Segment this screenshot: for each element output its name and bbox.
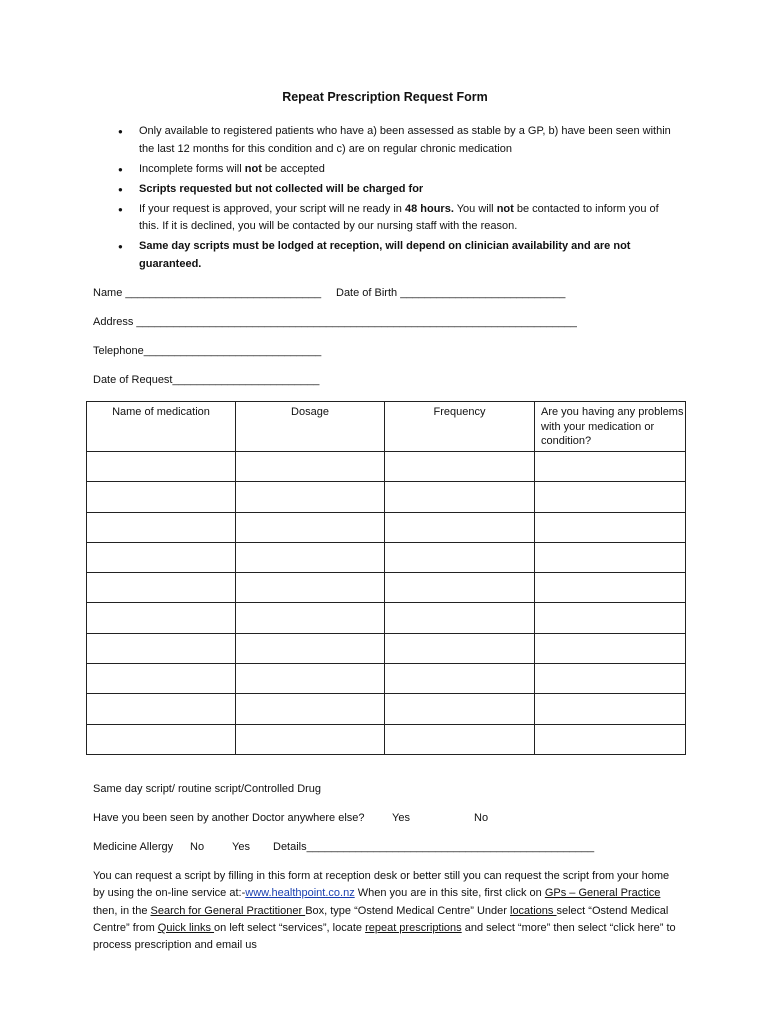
instruction-text: then, in the xyxy=(93,904,151,917)
table-row xyxy=(87,603,686,633)
instruction-text: When you are in this site, first click on xyxy=(354,887,545,900)
healthpoint-link[interactable]: www.healthpoint.co.nz xyxy=(245,887,355,900)
address-field[interactable]: Address ________________________________________________________________________ xyxy=(93,316,577,328)
seen-elsewhere-question: Have you been seen by another Doctor anywhere else? xyxy=(93,812,365,824)
table-cell[interactable] xyxy=(236,542,385,572)
instruction-text: and select “more” then select “click here” to process prescription and email us xyxy=(93,921,676,952)
column-header-dosage: Dosage xyxy=(236,402,385,452)
table-row xyxy=(87,724,686,754)
instruction-text: Box, type “Ostend Medical Centre” Under xyxy=(305,904,510,917)
table-cell[interactable] xyxy=(385,512,535,542)
table-cell[interactable] xyxy=(87,573,236,603)
table-cell[interactable] xyxy=(385,603,535,633)
table-row xyxy=(87,542,686,572)
seen-elsewhere-yes-option[interactable]: Yes xyxy=(392,812,410,824)
table-row xyxy=(87,573,686,603)
table-cell[interactable] xyxy=(535,664,686,694)
table-cell[interactable] xyxy=(535,603,686,633)
medicine-allergy-label: Medicine Allergy xyxy=(93,841,174,853)
table-cell[interactable] xyxy=(87,482,236,512)
instruction-charges xyxy=(118,181,678,199)
instruction-text: You can request a script by filling in this form at reception desk or better still you can request the script from your home by using the on-line service at:- xyxy=(93,870,670,900)
table-cell[interactable] xyxy=(236,633,385,663)
date-of-request-field[interactable]: Date of Request________________________ xyxy=(93,374,320,386)
table-row xyxy=(87,664,686,694)
instruction-text: If your request is approved, your script will ne ready in xyxy=(139,202,405,215)
instruction-text: Same day scripts must be lodged at reception, will depend on clinician availability and are not guaranteed. xyxy=(139,240,631,270)
table-cell[interactable] xyxy=(535,542,686,572)
table-cell[interactable] xyxy=(87,633,236,663)
repeat-prescriptions-text: repeat prescriptions xyxy=(365,921,462,934)
quick-links-text: Quick links xyxy=(157,921,215,934)
table-cell[interactable] xyxy=(236,694,385,724)
instruction-eligibility xyxy=(118,123,678,158)
table-header-row xyxy=(87,402,686,452)
table-cell[interactable] xyxy=(236,452,385,482)
table-cell[interactable] xyxy=(385,633,535,663)
gps-general-practice-text: GPs – General Practice xyxy=(544,887,661,900)
seen-elsewhere-no-option[interactable]: No xyxy=(474,812,489,824)
table-row xyxy=(87,452,686,482)
table-cell[interactable] xyxy=(236,603,385,633)
table-cell[interactable] xyxy=(535,452,686,482)
column-header-medication: Name of medication xyxy=(87,402,236,452)
instruction-incomplete xyxy=(118,161,678,179)
table-cell[interactable] xyxy=(535,633,686,663)
instruction-same-day xyxy=(118,238,678,273)
allergy-no-option[interactable]: No xyxy=(190,841,205,853)
locations-text: locations xyxy=(510,904,557,917)
emphasis-text: 48 hours. xyxy=(404,202,454,215)
table-cell[interactable] xyxy=(535,512,686,542)
table-cell[interactable] xyxy=(535,482,686,512)
table-cell[interactable] xyxy=(535,694,686,724)
script-type-options[interactable]: Same day script/ routine script/Controlled Drug xyxy=(93,783,322,795)
table-cell[interactable] xyxy=(87,452,236,482)
instruction-text: Scripts requested but not collected will be charged for xyxy=(139,182,424,195)
table-cell[interactable] xyxy=(385,452,535,482)
online-instructions xyxy=(93,868,683,954)
instruction-turnaround xyxy=(118,201,678,236)
allergy-yes-option[interactable]: Yes xyxy=(232,841,250,853)
table-cell[interactable] xyxy=(535,724,686,754)
telephone-field[interactable]: Telephone_____________________________ xyxy=(93,345,322,357)
table-row xyxy=(87,633,686,663)
table-cell[interactable] xyxy=(87,694,236,724)
column-header-frequency: Frequency xyxy=(385,402,535,452)
search-gp-text: Search for General Practitioner xyxy=(150,904,306,917)
emphasis-text: not xyxy=(496,202,514,215)
form-title: Repeat Prescription Request Form xyxy=(282,90,488,104)
table-cell[interactable] xyxy=(385,542,535,572)
table-cell[interactable] xyxy=(236,664,385,694)
table-cell[interactable] xyxy=(87,512,236,542)
table-row xyxy=(87,512,686,542)
table-cell[interactable] xyxy=(236,573,385,603)
medication-table-body xyxy=(87,452,686,755)
table-cell[interactable] xyxy=(87,724,236,754)
table-cell[interactable] xyxy=(385,573,535,603)
instruction-text: on left select “services”, locate xyxy=(214,921,366,934)
table-cell[interactable] xyxy=(236,482,385,512)
table-cell[interactable] xyxy=(87,664,236,694)
table-cell[interactable] xyxy=(385,664,535,694)
table-cell[interactable] xyxy=(236,724,385,754)
instruction-text: be accepted xyxy=(261,162,325,175)
table-row xyxy=(87,482,686,512)
table-cell[interactable] xyxy=(87,603,236,633)
table-cell[interactable] xyxy=(385,724,535,754)
name-field[interactable]: Name ________________________________ xyxy=(93,287,322,299)
instruction-text: You will xyxy=(453,202,497,215)
date-of-birth-field[interactable]: Date of Birth ___________________________ xyxy=(336,287,566,299)
instruction-text: select “Ostend Medical Centre” from xyxy=(93,904,669,934)
table-row xyxy=(87,694,686,724)
column-header-problems: Are you having any problems with your medication or condition? xyxy=(535,402,686,452)
instructions-list xyxy=(118,123,678,276)
instruction-text: be contacted to inform you of this. If it is declined, you will be contacted by our nursing staff with the reason. xyxy=(139,202,659,232)
instruction-text: Only available to registered patients who have a) been assessed as stable by a GP, b) have been seen within the last 12 months for this condition and c) are on regular chronic medication xyxy=(139,125,671,155)
emphasis-text: not xyxy=(244,162,262,175)
medication-table xyxy=(86,401,686,755)
instruction-text: Incomplete forms will xyxy=(139,162,245,175)
table-cell[interactable] xyxy=(87,542,236,572)
allergy-details-field[interactable]: Details_______________________________________________ xyxy=(273,841,595,853)
table-cell[interactable] xyxy=(535,573,686,603)
table-cell[interactable] xyxy=(385,482,535,512)
table-cell[interactable] xyxy=(236,512,385,542)
table-cell[interactable] xyxy=(385,694,535,724)
